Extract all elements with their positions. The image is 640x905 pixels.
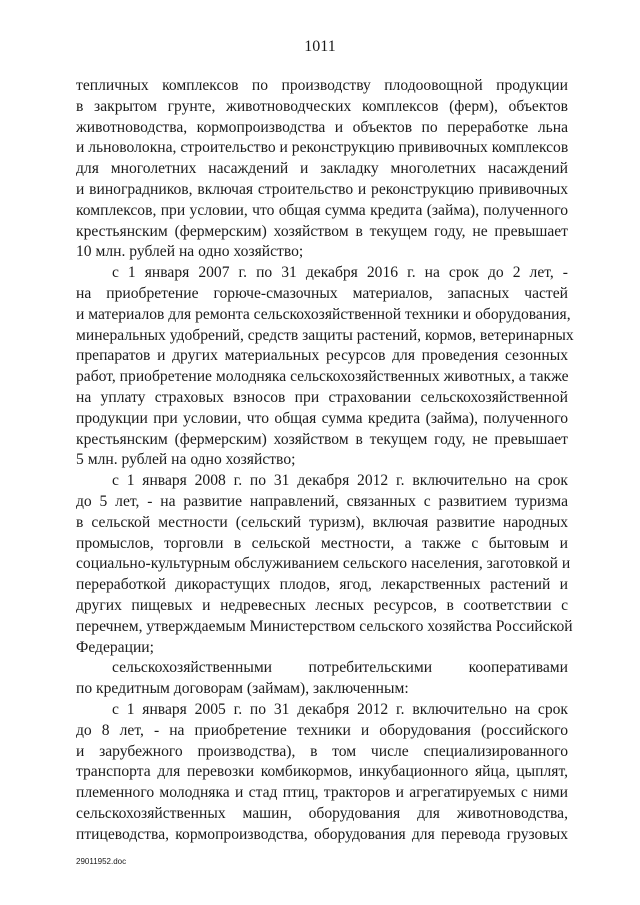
text-line: и виноградников, включая строительство и реконструкцию прививочных — [76, 180, 568, 198]
text-line: в сельской местности (сельский туризм), включая развитие народных — [76, 513, 568, 531]
text-line: на уплату страховых взносов при страховании сельскохозяйственной — [76, 388, 568, 406]
text-line: сельскохозяйственными потребительскими кооперативами — [112, 659, 568, 677]
text-line: с 1 января 2008 г. по 31 декабря 2012 г. включительно на срок — [112, 472, 568, 490]
body-text — [76, 76, 574, 845]
text-line: до 5 лет, - на развитие направлений, связанных с развитием туризма — [76, 492, 568, 510]
text-line: племенного молодняка и стад птиц, тракторов и агрегатируемых с ними — [76, 784, 568, 802]
text-line: в закрытом грунте, животноводческих комплексов (ферм), объектов — [76, 97, 568, 115]
text-line: с 1 января 2007 г. по 31 декабря 2016 г. на срок до 2 лет, - — [112, 264, 568, 282]
text-line: других пищевых и недревесных лесных ресурсов, в соответствии с — [76, 596, 568, 614]
text-line: промыслов, торговли в сельской местности, а также с бытовым и — [76, 534, 568, 552]
text-line: работ, приобретение молодняка сельскохозяйственных животных, а также — [76, 368, 569, 386]
footer-filename: 29011952.doc — [76, 857, 127, 866]
text-line: перечнем, утверждаемым Министерством сельского хозяйства Российской — [76, 617, 573, 635]
text-line: 5 млн. рублей на одно хозяйство; — [76, 451, 296, 469]
text-line: 10 млн. рублей на одно хозяйство; — [76, 243, 304, 261]
text-line: для многолетних насаждений и закладку многолетних насаждений — [76, 160, 568, 178]
text-line: продукции при условии, что общая сумма кредита (займа), полученного — [76, 409, 568, 427]
text-line: и зарубежного производства), в том числе специализированного — [76, 742, 568, 760]
text-line: препаратов и других материальных ресурсов для проведения сезонных — [76, 347, 568, 365]
text-line: на приобретение горюче-смазочных материалов, запасных частей — [76, 284, 568, 302]
text-line: по кредитным договорам (займам), заключенным: — [76, 680, 409, 698]
page-number: 1011 — [304, 38, 336, 55]
text-line: минеральных удобрений, средств защиты растений, кормов, ветеринарных — [76, 326, 574, 344]
text-line: комплексов, при условии, что общая сумма кредита (займа), полученного — [76, 201, 568, 219]
text-line: транспорта для перевозки комбикормов, инкубационного яйца, цыплят, — [76, 763, 568, 781]
text-line: с 1 января 2005 г. по 31 декабря 2012 г. включительно на срок — [112, 700, 568, 718]
text-line: переработкой дикорастущих плодов, ягод, лекарственных растений и — [76, 576, 568, 594]
text-line: крестьянским (фермерским) хозяйством в текущем году, не превышает — [76, 430, 568, 448]
text-line: и материалов для ремонта сельскохозяйственной техники и оборудования, — [76, 305, 571, 323]
text-line: Федерации; — [76, 638, 154, 656]
text-line: тепличных комплексов по производству плодоовощной продукции — [76, 77, 568, 94]
text-line: до 8 лет, - на приобретение техники и оборудования (российского — [76, 721, 568, 739]
text-line: и льноволокна, строительство и реконструкцию прививочных комплексов — [76, 139, 569, 157]
text-line: животноводства, кормопроизводства и объектов по переработке льна — [76, 118, 568, 136]
text-line: крестьянским (фермерским) хозяйством в текущем году, не превышает — [76, 222, 568, 240]
text-line: птицеводства, кормопроизводства, оборудования для перевода грузовых — [76, 825, 568, 843]
text-line: сельскохозяйственных машин, оборудования для животноводства, — [76, 804, 568, 822]
text-line: социально-культурным обслуживанием сельского населения, заготовкой и — [76, 555, 571, 573]
